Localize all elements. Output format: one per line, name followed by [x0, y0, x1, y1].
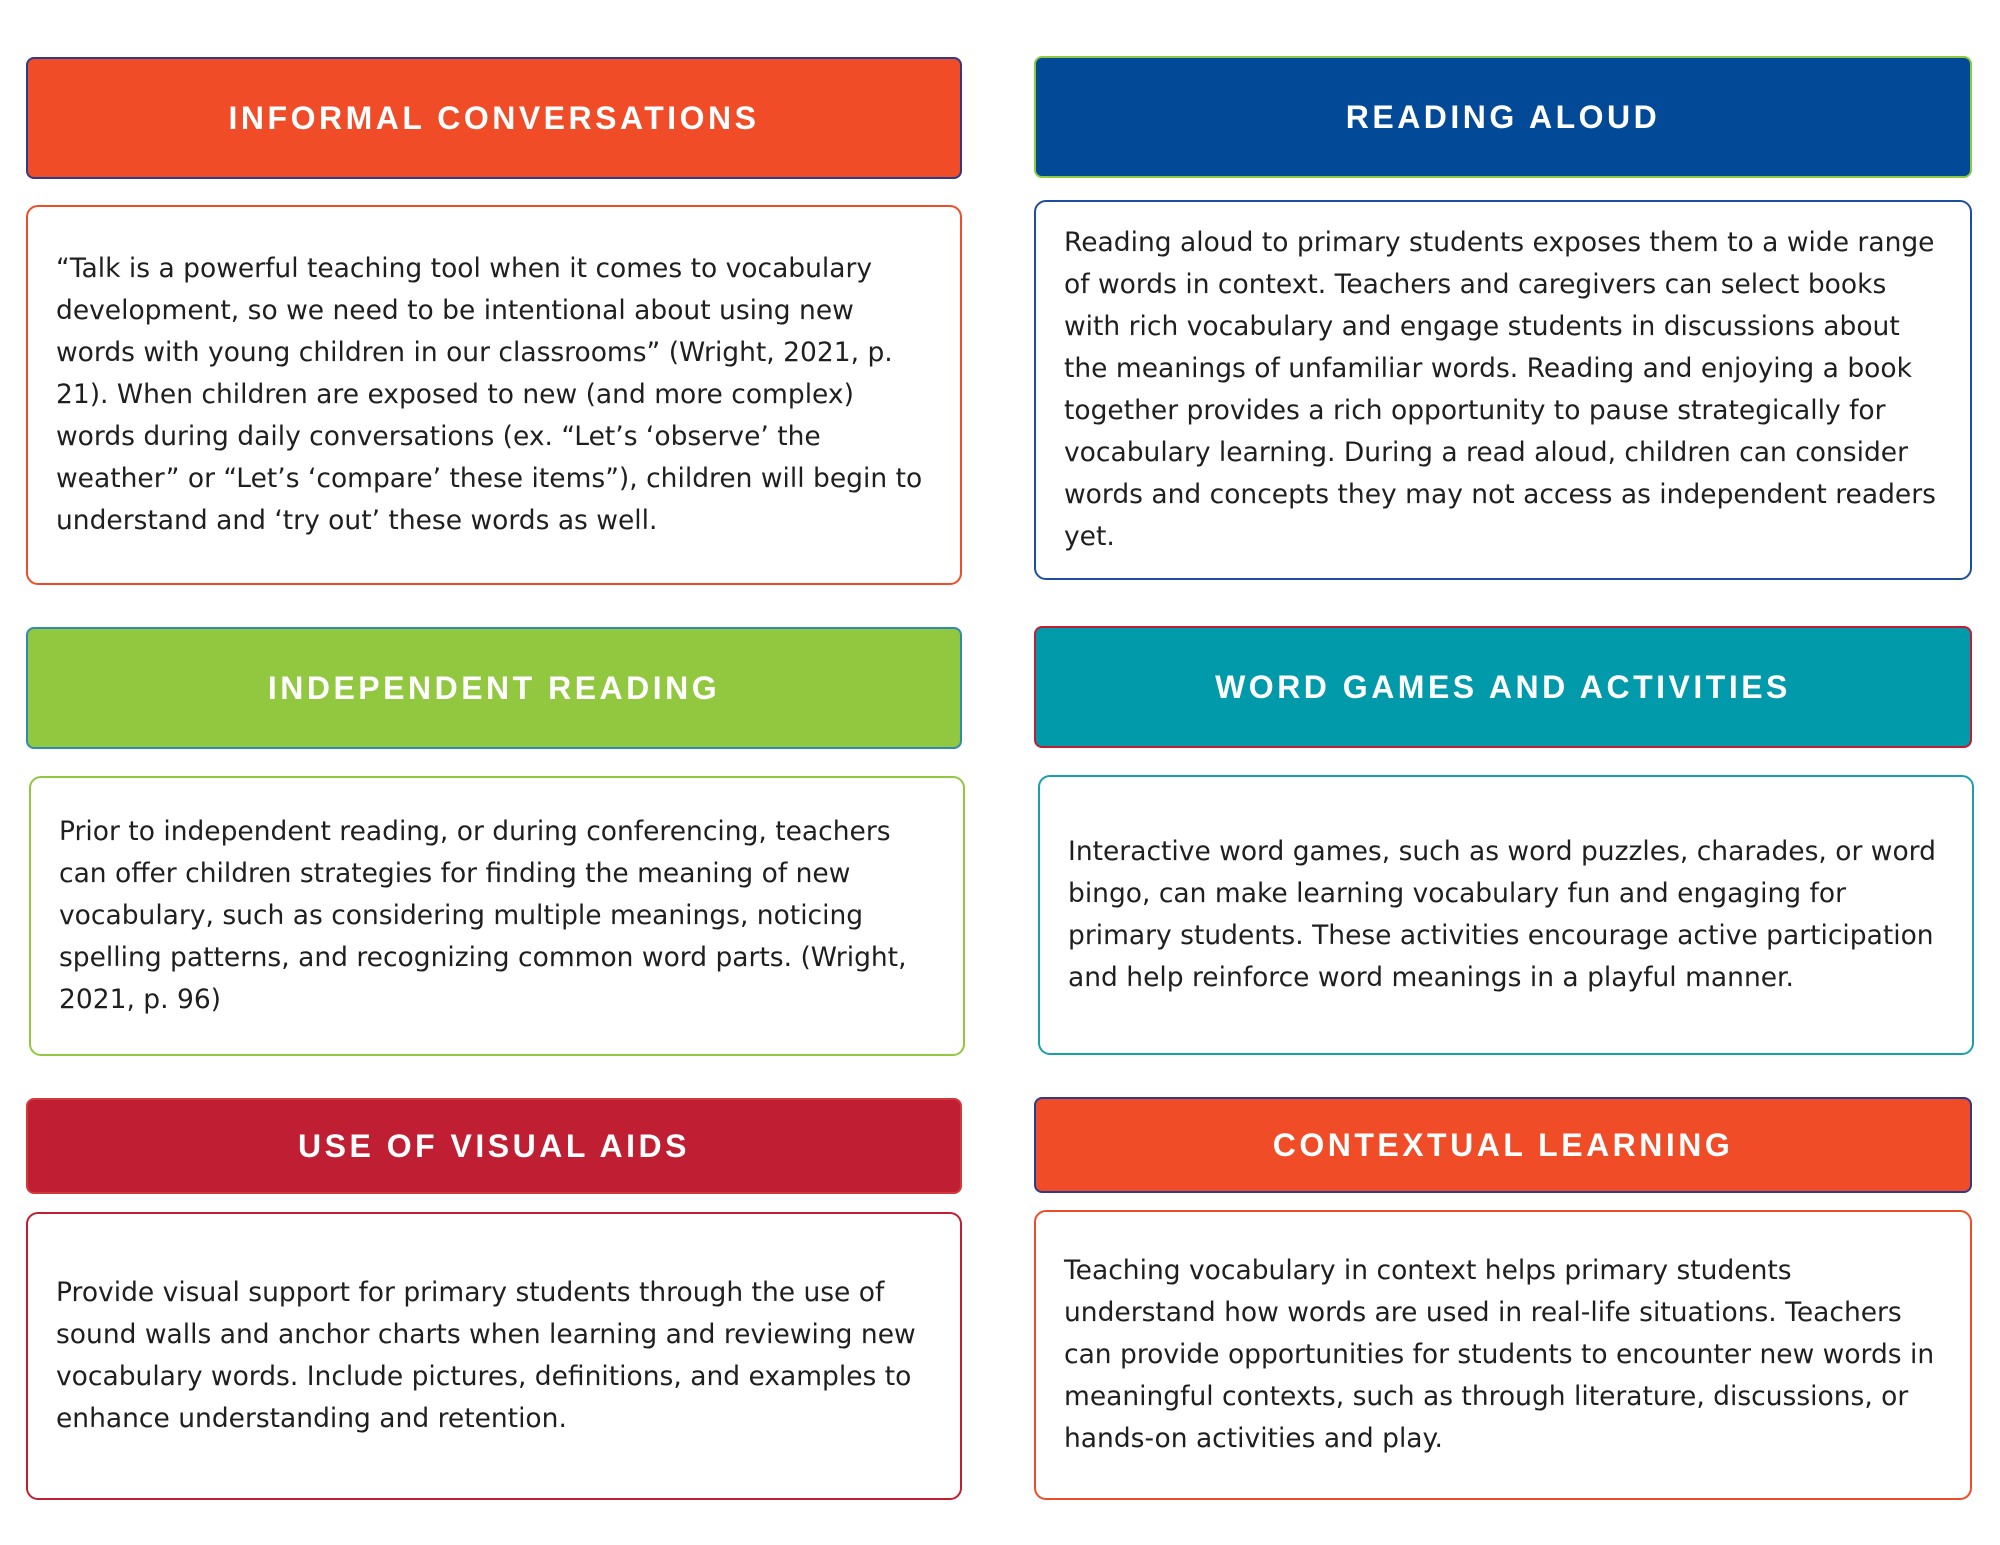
visual-aids-box — [26, 1212, 962, 1500]
informal-conversations-box — [26, 205, 962, 585]
informal-conversations-header: INFORMAL CONVERSATIONS — [26, 57, 962, 179]
reading-aloud-text: Reading aloud to primary students exposes them to a wide range of words in context. Teachers and caregivers can select books with rich vocabulary and engage students in discussions about the meanings of unfamiliar words. Reading and enjoying a book together provides a rich opportunity to pause strategically for vocabulary learning. During a read aloud, children can consider words and concepts they may not access as independent readers yet. — [1064, 227, 1936, 552]
contextual-learning-box — [1034, 1210, 1972, 1500]
reading-aloud-header: READING ALOUD — [1034, 56, 1972, 178]
reading-aloud-box — [1034, 200, 1972, 580]
word-games-box — [1038, 775, 1974, 1055]
independent-reading-text: Prior to independent reading, or during conferencing, teachers can offer children strategies for finding the meaning of new vocabulary, such as considering multiple meanings, noticing spelling patterns, and recognizing common word parts. (Wright, 2021, p. 96) — [59, 816, 907, 1015]
visual-aids-header: USE OF VISUAL AIDS — [26, 1098, 962, 1194]
independent-reading-header: INDEPENDENT READING — [26, 627, 962, 749]
visual-aids-text: Provide visual support for primary students through the use of sound walls and anchor charts when learning and reviewing new vocabulary words. Include pictures, definitions, and examples to enhance understanding and retention. — [56, 1277, 916, 1434]
contextual-learning-text: Teaching vocabulary in context helps primary students understand how words are used in real-life situations. Teachers can provide opportunities for students to encounter new words in meaningful contexts, such as through literature, discussions, or hands-on activities and play. — [1064, 1255, 1935, 1454]
contextual-learning-header: CONTEXTUAL LEARNING — [1034, 1097, 1972, 1193]
word-games-text: Interactive word games, such as word puzzles, charades, or word bingo, can make learning vocabulary fun and engaging for primary students. These activities encourage active participation and help reinforce word meanings in a playful manner. — [1068, 836, 1936, 993]
word-games-header: WORD GAMES AND ACTIVITIES — [1034, 626, 1972, 748]
independent-reading-box — [29, 776, 965, 1056]
informal-conversations-text: “Talk is a powerful teaching tool when it comes to vocabulary development, so we need to be intentional about using new words with young children in our classrooms” (Wright, 2021, p. 21). When children are exposed to new (and more complex) words during daily conversations (ex. “Let’s ‘observe’ the weather” or “Let’s ‘compare’ these items”), children will begin to understand and ‘try out’ these words as well. — [56, 253, 923, 536]
